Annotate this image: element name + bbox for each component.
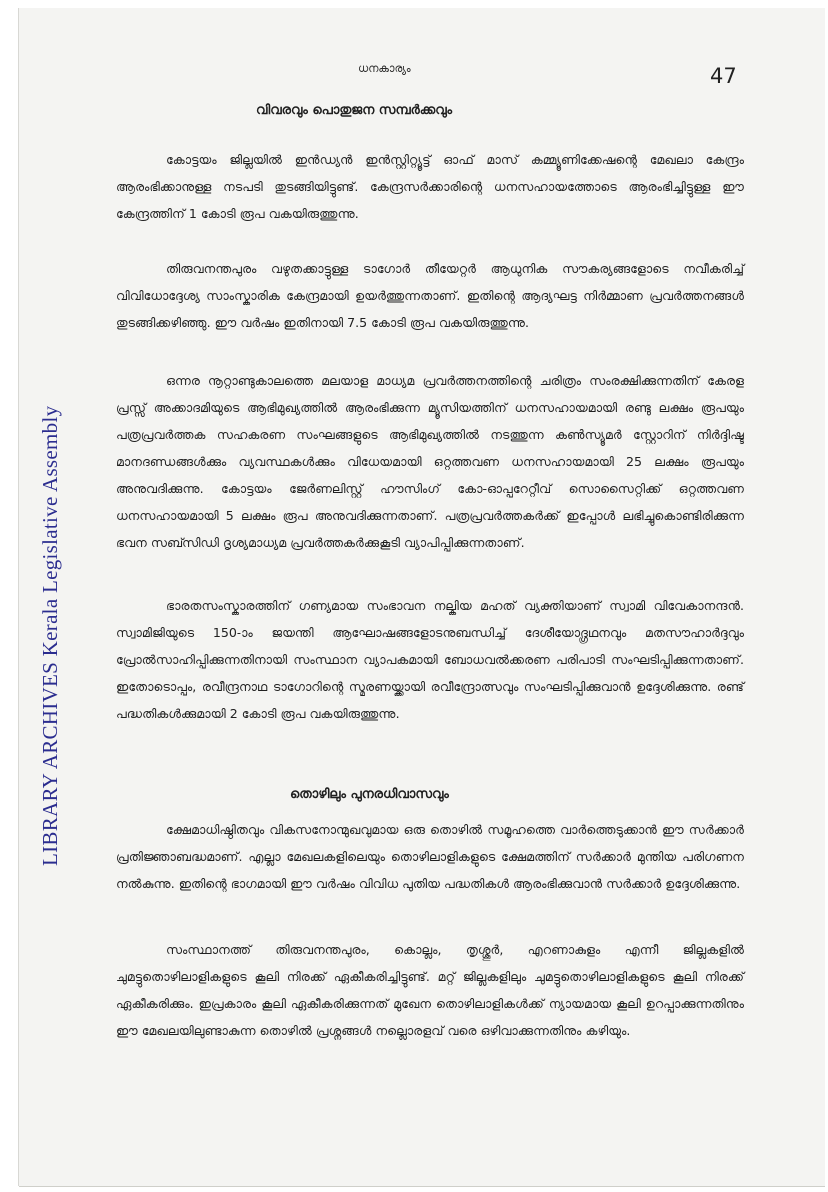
paragraph: ഒന്നര നൂറ്റാണ്ടുകാലത്തെ മലയാള മാധ്യമ പ്രവർത്തനത്തിന്റെ ചരിത്രം സംരക്ഷിക്കുന്നതിന് കേരള പ്രസ്സ് അക്കാദമിയുടെ ആഭിമുഖ്യത്തിൽ ആരംഭിക്കുന്ന മ്യൂസിയത്തിന് ധനസഹായമായി രണ്ടു ലക്ഷം രൂപയും പത്രപ്രവർത്തക സഹകരണ സംഘങ്ങളുടെ ആഭിമുഖ്യത്തിൽ നടത്തുന്ന കൺസ്യൂമർ സ്റ്റോറിന് നിർദ്ദിഷ്ട മാനദണ്ഡങ്ങൾക്കും വ്യവസ്ഥകൾക്കും വിധേയമായി ഒറ്റത്തവണ ധനസഹായമായി 25 ലക്ഷം രൂപയും അനുവദിക്കുന്നു. കോട്ടയം ജേർണലിസ്റ്റ് ഹൗസിംഗ് കോ-ഓപ്പറേറ്റീവ് സൊസൈറ്റിക്ക് ഒറ്റത്തവണ ധനസഹായമായി 5 ലക്ഷം രൂപ അനുവദിക്കുന്നതാണ്. പത്രപ്രവർത്തകർക്ക് ഇപ്പോൾ ലഭിച്ചുകൊണ്ടിരിക്കുന്ന ഭവന സബ്സിഡി ദൃശ്യമാധ്യമ പ്രവർത്തകർക്കുകൂടി വ്യാപിപ്പിക്കുന്നതാണ്. — [116, 373, 744, 550]
section-heading-labour: തൊഴിലും പുനരധിവാസവും — [290, 787, 449, 802]
archive-watermark: LIBRARY ARCHIVES Kerala Legislative Assembly — [38, 405, 62, 866]
paragraph: ക്ഷേമാധിഷ്ഠിതവും വികസനോന്മുഖവുമായ ഒരു തൊഴിൽ സമൂഹത്തെ വാർത്തെടുക്കാൻ ഈ സർക്കാർ പ്രതിജ്ഞാബദ്ധമാണ്. എല്ലാ മേഖലകളിലെയും തൊഴിലാളികളുടെ ക്ഷേമത്തിന് സർക്കാർ മുന്തിയ പരിഗണന നൽകുന്നു. ഇതിന്റെ ഭാഗമായി ഈ വർഷം വിവിധ പുതിയ പദ്ധതികൾ ആരംഭിക്കുവാൻ സർക്കാർ ഉദ്ദേശിക്കുന്നു. — [116, 822, 744, 891]
page-edge-line — [19, 1186, 825, 1187]
paragraph: ഭാരതസംസ്കാരത്തിന് ഗണ്യമായ സംഭാവന നല്കിയ മഹത് വ്യക്തിയാണ് സ്വാമി വിവേകാനന്ദൻ. സ്വാമിജിയുടെ 150-ാം ജയന്തി ആഘോഷങ്ങളോടനുബന്ധിച്ച് ദേശീയോദ്ഗ്രഥനവും മതസൗഹാർദ്ദവും പ്രോൽസാഹിപ്പിക്കുന്നതിനായി സംസ്ഥാന വ്യാപകമായി ബോധവൽക്കരണ പരിപാടി സംഘടിപ്പിക്കുന്നതാണ്. ഇതോടൊപ്പം, രവീന്ദ്രനാഥ ടാഗോറിന്റെ സ്മരണയ്ക്കായി രവീന്ദ്രോത്സവും സംഘടിപ്പിക്കുവാൻ ഉദ്ദേശിക്കുന്നു. രണ്ട് പദ്ധതികൾക്കുമായി 2 കോടി രൂപ വകയിരുത്തുന്നു. — [116, 598, 744, 721]
paragraph: സംസ്ഥാനത്ത് തിരുവനന്തപുരം, കൊല്ലം, തൃശ്ശൂർ, എറണാകുളം എന്നീ ജില്ലകളിൽ ചുമട്ടുതൊഴിലാളികളുടെ കൂലി നിരക്ക് ഏകീകരിച്ചിട്ടുണ്ട്. മറ്റ് ജില്ലകളിലും ചുമട്ടുതൊഴിലാളികളുടെ കൂലി നിരക്ക് ഏകീകരിക്കും. ഇപ്രകാരം കൂലി ഏകീകരിക്കുന്നത് മുഖേന തൊഴിലാളികൾക്ക് ന്യായമായ കൂലി ഉറപ്പാക്കുന്നതിനും ഈ മേഖലയിലുണ്ടാകുന്ന തൊഴിൽ പ്രശ്നങ്ങൾ നല്ലൊരളവ് വരെ ഒഴിവാക്കുന്നതിനും കഴിയും. — [116, 942, 744, 1038]
section-heading-information: വിവരവും പൊതുജന സമ്പർക്കവും — [256, 103, 453, 118]
page-number: 47 — [710, 64, 737, 88]
paragraph: തിരുവനന്തപുരം വഴുതക്കാട്ടുള്ള ടാഗോർ തീയേറ്റർ ആധുനിക സൗകര്യങ്ങളോടെ നവീകരിച്ച് വിവിധോദ്ദേശ്യ സാംസ്കാരിക കേന്ദ്രമായി ഉയർത്തുന്നതാണ്. ഇതിന്റെ ആദ്യഘട്ട നിർമ്മാണ പ്രവർത്തനങ്ങൾ തുടങ്ങിക്കഴിഞ്ഞു. ഈ വർഷം ഇതിനായി 7.5 കോടി രൂപ വകയിരുത്തുന്നു. — [116, 261, 744, 330]
paragraph: കോട്ടയം ജില്ലയിൽ ഇൻഡ്യൻ ഇൻസ്റ്റിറ്റ്യൂട്ട് ഓഫ് മാസ് കമ്മ്യൂണിക്കേഷന്റെ മേഖലാ കേന്ദ്രം ആരംഭിക്കാനുള്ള നടപടി തുടങ്ങിയിട്ടുണ്ട്. കേന്ദ്രസർക്കാരിന്റെ ധനസഹായത്തോടെ ആരംഭിച്ചിട്ടുള്ള ഈ കേന്ദ്രത്തിന് 1 കോടി രൂപ വകയിരുത്തുന്നു. — [116, 152, 744, 221]
running-head: ധനകാര്യം — [358, 62, 411, 75]
